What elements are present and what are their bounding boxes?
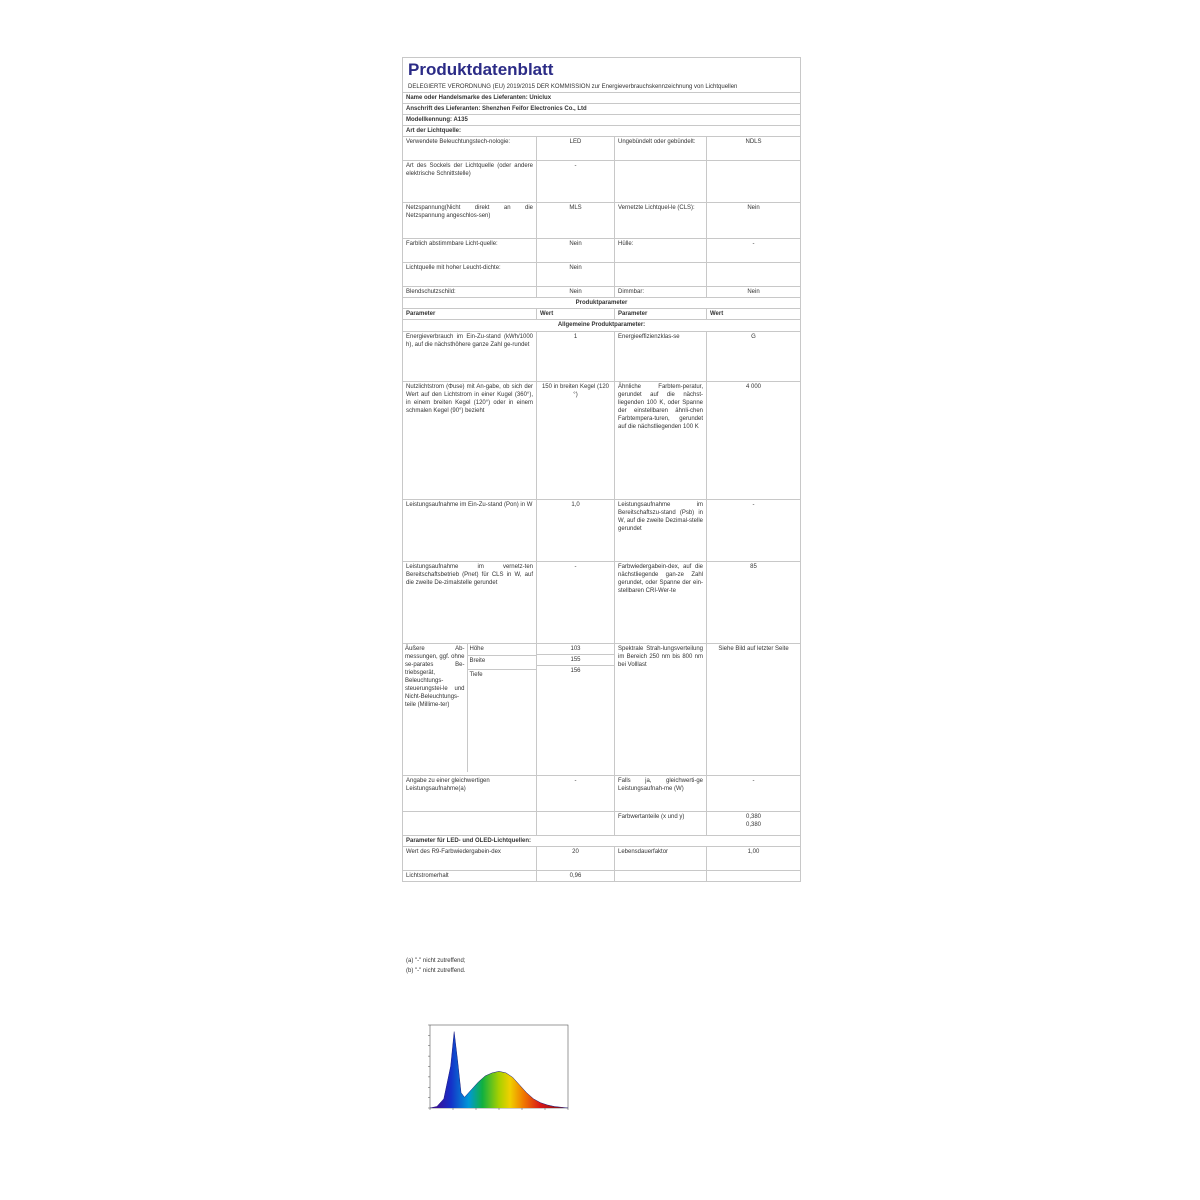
- param-value: 85: [707, 561, 801, 643]
- dimension-value: 156: [570, 667, 581, 674]
- empty-cell: [403, 811, 537, 835]
- dimension-name: Breite: [467, 656, 536, 669]
- param-label: Falls ja, gleichwerti-ge Leistungsaufnah-me (W): [615, 775, 707, 811]
- source-type: Art der Lichtquelle:: [403, 126, 801, 137]
- param-label: Spektrale Strah-lungsverteilung im Bereich 250 nm bis 800 nm bei Volllast: [615, 643, 707, 775]
- param-label: Leistungsaufnahme im Ein-Zu-stand (Pon) in W: [403, 499, 537, 561]
- param-label: Nutzlichtstrom (Φuse) mit An-gabe, ob sich der Wert auf den Lichtstrom in einer Kugel (360°), in einem breiten Kegel (120°) oder in einem schmalen Kegel (90°) bezieht: [403, 381, 537, 499]
- column-header: Wert: [537, 309, 615, 320]
- type-value: [707, 161, 801, 203]
- param-label: Ähnliche Farbtem-peratur, gerundet auf die nächst-liegenden 100 K, oder Spanne der einstellbaren ähnli-chen Farbtempera-turen, gerundet auf die nächstliegenden 100 K: [615, 381, 707, 499]
- param-value: 0,96: [537, 870, 615, 881]
- chroma-x: 0,380: [745, 813, 761, 820]
- column-header: Wert: [707, 309, 801, 320]
- type-label: Hülle:: [615, 239, 707, 263]
- page-title: Produktdatenblatt: [408, 60, 554, 79]
- param-label: Wert des R9-Farbwiedergabein-dex: [403, 846, 537, 870]
- type-value: -: [537, 161, 615, 203]
- footnotes: [406, 957, 466, 976]
- param-value: 150 in breiten Kegel (120 °): [537, 381, 615, 499]
- param-value: -: [537, 561, 615, 643]
- chroma-values: [707, 811, 801, 835]
- param-label: Energieeffizienzklas-se: [615, 331, 707, 381]
- chroma-y: 0,380: [745, 821, 761, 828]
- param-value: [707, 870, 801, 881]
- dimension-name: Tiefe: [469, 671, 483, 678]
- type-value: MLS: [537, 203, 615, 239]
- param-label: Energieverbrauch im Ein-Zu-stand (kWh/1000 h), auf die nächsthöhere ganze Zahl ge-rundet: [403, 331, 537, 381]
- type-label: [615, 263, 707, 287]
- product-data-sheet: [402, 57, 800, 882]
- param-label: Lebensdauerfaktor: [615, 846, 707, 870]
- param-value: -: [707, 775, 801, 811]
- supplier-address: Anschrift des Lieferanten: Shenzhen Feifor Electronics Co., Ltd: [403, 103, 801, 114]
- dimension-value: 155: [537, 654, 614, 665]
- type-value: Nein: [537, 287, 615, 298]
- param-value: 20: [537, 846, 615, 870]
- spectrum-chart: [415, 1003, 575, 1113]
- model-id: Modellkennung: A135: [403, 114, 801, 125]
- type-value: Nein: [707, 203, 801, 239]
- empty-cell: [537, 811, 615, 835]
- type-value: -: [707, 239, 801, 263]
- param-label: Farbwiedergabein-dex, auf die nächstliegende gan-ze Zahl gerundet, oder Spanne der ein-stellbaren CRI-Wer-te: [615, 561, 707, 643]
- param-value: 4 000: [707, 381, 801, 499]
- section-heading: Allgemeine Produktparameter:: [403, 320, 801, 331]
- type-label: Dimmbar:: [615, 287, 707, 298]
- regulation-text: DELEGIERTE VERORDNUNG (EU) 2019/2015 DER KOMMISSION zur Energieverbrauchskennzeichnung von Lichtquellen: [408, 83, 738, 90]
- data-table: [402, 57, 801, 882]
- type-label: Verwendete Beleuchtungstech-nologie:: [403, 137, 537, 161]
- type-label: Lichtquelle mit hoher Leucht-dichte:: [403, 263, 537, 287]
- type-label: Blendschutzschild:: [403, 287, 537, 298]
- type-value: Nein: [707, 287, 801, 298]
- param-label: [615, 870, 707, 881]
- section-heading: Produktparameter: [403, 298, 801, 309]
- type-label: Art des Sockels der Lichtquelle (oder andere elektrische Schnittstelle): [403, 161, 537, 203]
- dimension-name: Höhe: [467, 644, 536, 656]
- type-label: Farblich abstimmbare Licht-quelle:: [403, 239, 537, 263]
- dimensions-values-cell: [537, 643, 615, 775]
- param-label: Lichtstromerhalt: [403, 870, 537, 881]
- dimensions-label: Äußere Ab-messungen, ggf. ohne se-parates Be-triebsgerät, Beleuchtungs-steuerungstei-le und Nicht-Beleuchtungs-teile (Millime-ter): [403, 644, 467, 772]
- param-value: Siehe Bild auf letzter Seite: [707, 643, 801, 775]
- param-label: Leistungsaufnahme im vernetz-ten Bereitschaftsbetrieb (Pnet) für CLS in W, auf die zweite De-zimalstelle gerundet: [403, 561, 537, 643]
- dimension-value: 103: [537, 644, 614, 655]
- type-value: Nein: [537, 263, 615, 287]
- param-value: 1,0: [537, 499, 615, 561]
- type-label: [615, 161, 707, 203]
- dimensions-table: [403, 644, 536, 772]
- column-header: Parameter: [615, 309, 707, 320]
- param-value: -: [707, 499, 801, 561]
- footnote: (a) "-" nicht zutreffend;: [406, 958, 466, 964]
- type-value: [707, 263, 801, 287]
- section-heading: Parameter für LED- und OLED-Lichtquellen:: [403, 835, 801, 846]
- type-value: Nein: [537, 239, 615, 263]
- header-cell: [403, 58, 801, 93]
- column-header: Parameter: [403, 309, 537, 320]
- type-label: Ungebündelt oder gebündelt:: [615, 137, 707, 161]
- param-label: Leistungsaufnahme im Bereitschaftszu-stand (Psb) in W, auf die zweite Dezimal-stelle gerundet: [615, 499, 707, 561]
- supplier-name: Name oder Handelsmarke des Lieferanten: Uniclux: [403, 92, 801, 103]
- dimensions-cell: [403, 643, 537, 775]
- param-value: -: [537, 775, 615, 811]
- param-label: Farbwertanteile (x und y): [615, 811, 707, 835]
- type-value: LED: [537, 137, 615, 161]
- dimensions-values: [537, 644, 614, 676]
- type-label: Netzspannung(Nicht direkt an die Netzspannung angeschlos-sen): [403, 203, 537, 239]
- param-value: G: [707, 331, 801, 381]
- type-label: Vernetzte Lichtquel-le (CLS):: [615, 203, 707, 239]
- footnote: (b) "-" nicht zutreffend.: [406, 967, 466, 974]
- param-label: Angabe zu einer gleichwertigen Leistungsaufnahme(a): [403, 775, 537, 811]
- param-value: 1: [537, 331, 615, 381]
- param-value: 1,00: [707, 846, 801, 870]
- type-value: NDLS: [707, 137, 801, 161]
